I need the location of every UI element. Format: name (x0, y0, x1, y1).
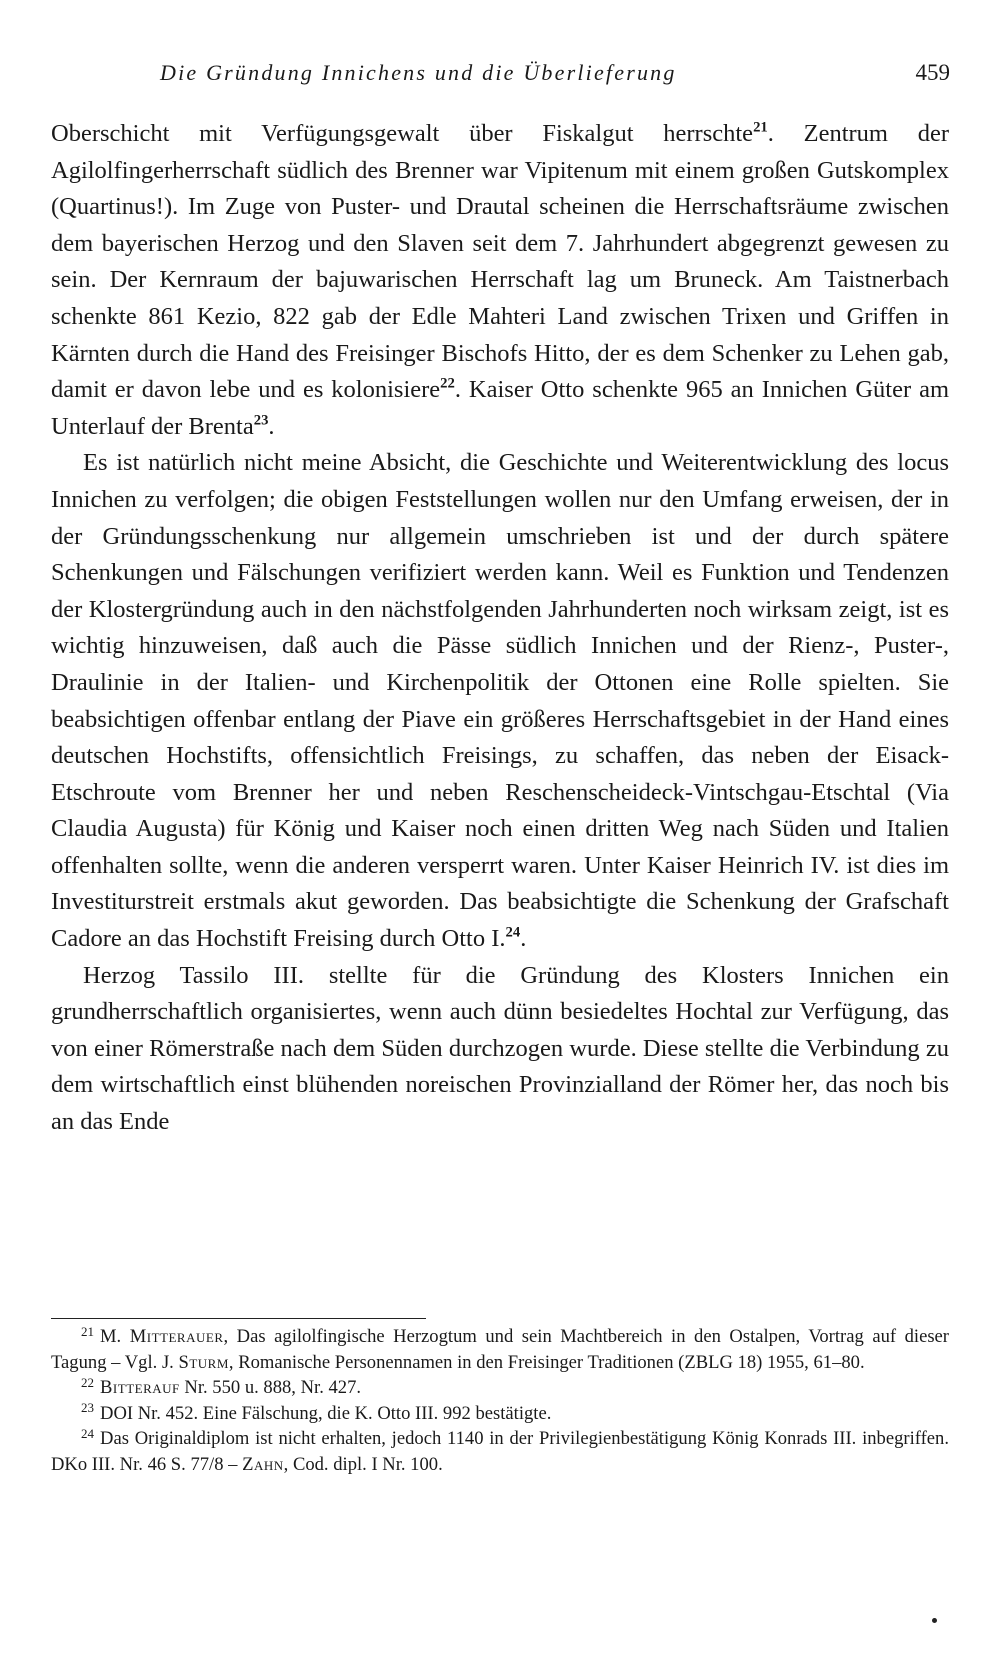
body-text (51, 116, 949, 1141)
paragraph-text: . Kaiser Otto schenkte 965 an Innichen Güter am Unterlauf der Brenta (51, 376, 950, 440)
footnote-23 (51, 1401, 949, 1427)
footnote-24 (51, 1426, 949, 1477)
footnote-22 (51, 1375, 949, 1401)
paragraph-3 (51, 958, 949, 1141)
author-name: Mitterauer (129, 1326, 224, 1347)
footnote-text: , Cod. dipl. I Nr. 100. (283, 1453, 443, 1475)
paragraph-1 (51, 116, 949, 445)
paragraph-text: . (520, 925, 527, 953)
paragraph-text: . Zentrum der Agilolfingerherrschaft südlich des Brenner war Vipitenum mit einem großen Gutskomplex (Quartinus!). Im Zuge von Puster- und Drautal scheinen die Herrschaftsräume zwischen dem bayerischen Herzog und den Slaven seit dem 7. Jahrhundert abgegrenzt gewesen zu sein. Der Kernraum der bajuwarischen Herrschaft lag um Bruneck. Am Taistnerbach schenkte 861 Kezio, 822 gab der Edle Mahteri Land zwischen Trixen und Griffen in Kärnten durch die Hand des Freisinger Bischofs Hitto, der es dem Schenker zu Lehen gab, damit er davon lebe und es kolonisiere (51, 120, 949, 404)
author-name: Zahn (242, 1453, 284, 1475)
paragraph-text: Herzog Tassilo III. stellte für die Gründung des Klosters Innichen ein grundherrschaftlich organisiertes, wenn auch dünn besiedeltes Hochtal zur Verfügung, das von einer Römerstraße nach dem Süden durchzogen wurde. Diese stellte die Verbindung zu dem wirtschaftlich einst blühenden noreischen Provinzialland der Römer her, das noch bis an das Ende (51, 961, 949, 1136)
running-head (160, 60, 950, 90)
footnote-mark: 24 (81, 1425, 95, 1441)
footnote-reference: 24 (505, 924, 521, 941)
page-number: 459 (915, 60, 950, 85)
author-name: Sturm (178, 1351, 229, 1373)
footnote-text: DOI Nr. 452. Eine Fälschung, die K. Otto III. 992 bestätigte. (100, 1402, 552, 1424)
footnote-reference: 23 (253, 412, 269, 429)
paragraph-text: Es ist natürlich nicht meine Absicht, die Geschichte und Weiterentwicklung des locus Innichen zu verfolgen; die obigen Feststellungen wollen nur den Umfang erweisen, der in der Gründungsschenkung nur allgemein umschrieben ist und der durch spätere Schenkungen und Fälschungen verifiziert werden kann. Weil es Funktion und Tendenzen der Klostergründung auch in den nächstfolgenden Jahrhunderten noch wirksam zeigt, ist es wichtig hinzuweisen, daß auch die Pässe südlich Innichen und der Rienz-, Puster-, Draulinie in der Italien- und Kirchenpolitik der Ottonen eine Rolle spielten. Sie beabsichtigen offenbar entlang der Piave ein größeres Herrschaftsgebiet in der Hand eines deutschen Hochstifts, offensichtlich Freisings, zu schaffen, das neben der Eisack-Etschroute vom Brenner her und neben Reschenscheideck-Vintschgau-Etschtal (Via Claudia Augusta) für König und Kaiser noch einen dritten Weg nach Süden und Italien offenhalten sollte, wenn die anderen versperrt waren. Unter Kaiser Heinrich IV. ist dies im Investiturstreit erstmals akut geworden. Das beabsichtigte die Schenkung der Grafschaft Cadore an das Hochstift Freising durch Otto I. (51, 449, 949, 953)
footnote-text: Das Originaldiplom ist nicht erhalten, jedoch 1140 in der Privilegienbestätigung König Konrads III. inbegriffen. DKo III. Nr. 46 S. 77/8 – (51, 1428, 949, 1475)
footnote-text: , Romanische Personennamen in den Freisinger Traditionen (ZBLG 18) 1955, 61–80. (228, 1351, 865, 1373)
paragraph-2 (51, 445, 949, 957)
footnote-reference: 22 (440, 375, 455, 392)
running-title: Die Gründung Innichens und die Überlieferung (160, 60, 677, 85)
footnote-text: M. (100, 1326, 130, 1347)
footnote-mark: 21 (81, 1323, 95, 1339)
footnote-reference: 21 (753, 119, 768, 136)
footnote-text: Nr. 550 u. 888, Nr. 427. (179, 1377, 362, 1399)
footnote-mark: 22 (81, 1374, 95, 1390)
author-name: Bitterauf (100, 1377, 180, 1399)
paragraph-text: . (268, 412, 275, 440)
footnotes (51, 1324, 949, 1478)
footnote-text: , Das agilolfingische Herzogtum und sein Machtbereich in den Ostalpen, Vortrag auf dieser Tagung – Vgl. J. (51, 1326, 949, 1373)
footnote-separator (51, 1318, 426, 1319)
print-speck (932, 1618, 937, 1623)
footnote-21 (51, 1324, 949, 1375)
paragraph-text: Oberschicht mit Verfügungsgewalt über Fiskalgut herrschte (51, 120, 754, 147)
footnote-mark: 23 (81, 1400, 95, 1416)
